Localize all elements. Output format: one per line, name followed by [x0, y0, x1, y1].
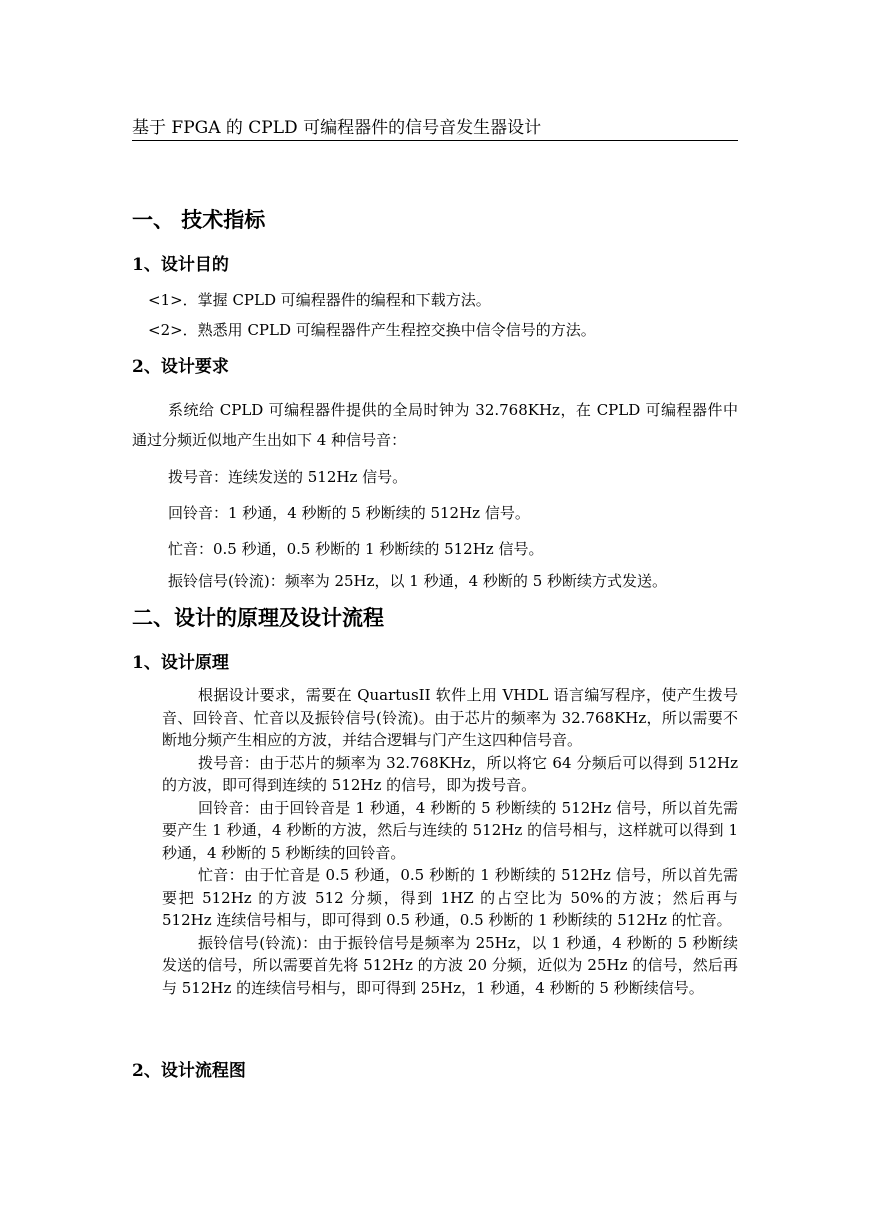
subheading-design-requirements: 2、设计要求 — [132, 357, 229, 377]
requirements-intro: 系统给 CPLD 可编程器件提供的全局时钟为 32.768KHz，在 CPLD 可编程器件中通过分频近似地产生出如下 4 种信号音： — [132, 401, 738, 449]
section-heading-principle-and-flow: 二、设计的原理及设计流程 — [132, 605, 384, 630]
purpose-item-2: <2>．熟悉用 CPLD 可编程器件产生程控交换中信令信号的方法。 — [148, 321, 596, 339]
principle-paragraph-busy-tone: 忙音：由于忙音是 0.5 秒通，0.5 秒断的 1 秒断续的 512Hz 信号，所以首先需要把 512Hz 的方波 512 分频，得到 1HZ 的占空比为 50%的方波；然后再与 512Hz 连续信号相与，即可得到 0.5 秒通，0.5 秒断的 1 秒断续的 512Hz 的忙音。 — [162, 866, 738, 929]
requirement-ringing-signal: 振铃信号(铃流)：频率为 25Hz，以 1 秒通，4 秒断的 5 秒断续方式发送。 — [168, 572, 668, 590]
subheading-design-flowchart: 2、设计流程图 — [132, 1061, 246, 1081]
purpose-item-1: <1>．掌握 CPLD 可编程器件的编程和下载方法。 — [148, 291, 491, 309]
principle-paragraph-overview: 根据设计要求，需要在 QuartusII 软件上用 VHDL 语言编写程序，使产生拨号音、回铃音、忙音以及振铃信号(铃流)。由于芯片的频率为 32.768KHz，所以需要不断地分频产生相应的方波，并结合逻辑与门产生这四种信号音。 — [162, 686, 738, 749]
requirement-busy-tone: 忙音：0.5 秒通，0.5 秒断的 1 秒断续的 512Hz 信号。 — [168, 540, 544, 558]
principle-paragraph-dial-tone: 拨号音：由于芯片的频率为 32.768KHz，所以将它 64 分频后可以得到 512Hz 的方波，即可得到连续的 512Hz 的信号，即为拨号音。 — [162, 753, 738, 794]
subheading-design-purpose: 1、设计目的 — [132, 255, 229, 275]
principle-paragraph-ringing-signal: 振铃信号(铃流)：由于振铃信号是频率为 25Hz，以 1 秒通，4 秒断的 5 秒断续发送的信号，所以需要首先将 512Hz 的方波 20 分频，近似为 25Hz 的信号，然后再与 512Hz 的连续信号相与，即可得到 25Hz，1 秒通，4 秒断的 5 秒断续信号。 — [162, 933, 738, 997]
requirement-ringback-tone: 回铃音：1 秒通，4 秒断的 5 秒断续的 512Hz 信号。 — [168, 504, 530, 522]
subheading-design-principle: 1、设计原理 — [132, 653, 229, 673]
principle-paragraphs — [162, 684, 738, 999]
principle-paragraph-ringback-tone: 回铃音：由于回铃音是 1 秒通，4 秒断的 5 秒断续的 512Hz 信号，所以首先需要产生 1 秒通，4 秒断的方波，然后与连续的 512Hz 的信号相与，这样就可以得到 1 秒通，4 秒断的 5 秒断续的回铃音。 — [162, 798, 738, 862]
requirement-dial-tone: 拨号音：连续发送的 512Hz 信号。 — [168, 468, 408, 486]
section-heading-technical-indicators: 一、 技术指标 — [132, 207, 266, 232]
page-header-title: 基于 FPGA 的 CPLD 可编程器件的信号音发生器设计 — [132, 116, 738, 141]
